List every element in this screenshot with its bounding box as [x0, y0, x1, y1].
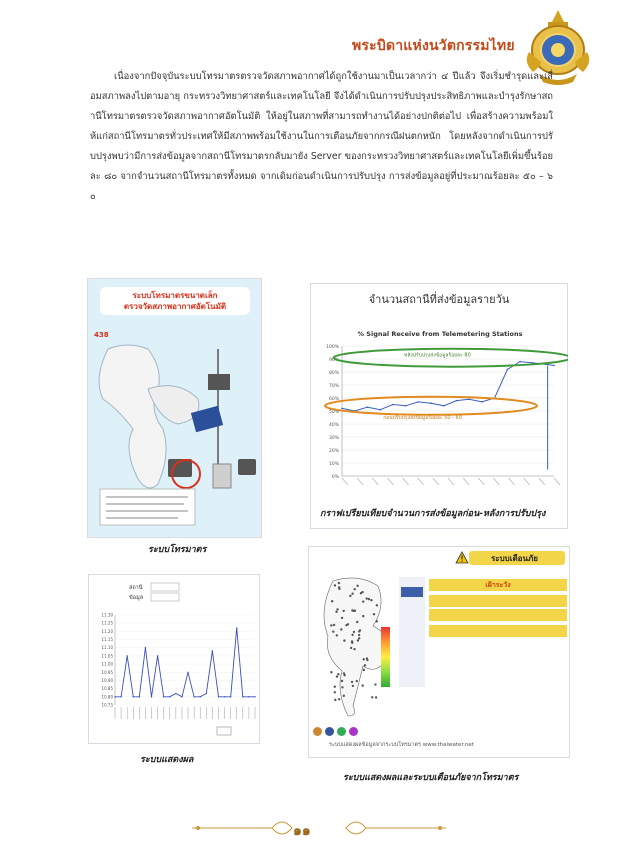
chart-x-tick	[509, 478, 515, 485]
station-dot	[351, 592, 353, 594]
graph-y-tick-label: 11.25	[101, 620, 113, 626]
station-dot	[341, 680, 343, 682]
graph-y-tick-label: 11.05	[101, 653, 113, 659]
station-dot	[358, 634, 360, 636]
station-dot	[356, 680, 358, 682]
station-dot	[356, 585, 358, 587]
chart-point	[418, 401, 420, 403]
graph-point	[151, 696, 152, 697]
graph-point	[206, 693, 207, 694]
chart-x-tick	[554, 478, 560, 485]
graph-point	[230, 696, 231, 697]
page-header-title: พระบิดาแห่งนวัตกรรมไทย	[352, 38, 515, 54]
graph-field1-label: สถานี	[129, 585, 143, 591]
station-dot	[376, 604, 378, 606]
station-dot	[343, 695, 345, 697]
graph-point	[242, 696, 243, 697]
warning-footer-text: ระบบแสดงผลข้อมูลจากระบบโทรมาตร www.thaiwater.net	[329, 742, 474, 748]
graph-point	[157, 655, 158, 656]
chart-y-tick-label: 100%	[326, 345, 339, 350]
graph-point	[139, 696, 140, 697]
warning-system-panel	[308, 546, 570, 758]
station-dot	[341, 617, 343, 619]
graph-point	[181, 696, 182, 697]
graph-field1-input[interactable]	[151, 583, 179, 591]
station-dot	[333, 624, 335, 626]
station-dot	[330, 671, 332, 673]
graph-y-tick-label: 11.10	[101, 645, 113, 651]
station-dot	[337, 673, 339, 675]
station-dot	[341, 686, 343, 688]
chart-point	[456, 400, 458, 402]
chart-panel-heading: จำนวนสถานีที่ส่งข้อมูลรายวัน	[368, 293, 510, 306]
chart-point	[430, 402, 432, 404]
station-dot	[345, 624, 347, 626]
chart-y-tick-label: 60%	[328, 397, 339, 402]
station-dot	[338, 582, 340, 584]
station-dot	[334, 584, 336, 586]
chart-point	[481, 401, 483, 403]
station-dot	[351, 640, 353, 642]
chart-x-tick	[372, 478, 378, 485]
station-count-badge: 438	[94, 331, 109, 339]
graph-point	[212, 650, 213, 651]
chart-x-tick	[493, 478, 499, 485]
station-dot	[343, 639, 345, 641]
station-dot	[365, 597, 367, 599]
station-dot	[351, 634, 353, 636]
warning-row-1	[429, 595, 567, 607]
graph-point	[254, 696, 255, 697]
thailand-map-illustration	[88, 279, 262, 538]
graph-point	[145, 647, 146, 648]
station-dot	[362, 600, 364, 602]
graph-point	[175, 693, 176, 694]
before-improvement-ellipse	[325, 397, 537, 415]
graph-submit-button[interactable]	[217, 727, 231, 735]
station-dot	[343, 672, 345, 674]
chart-y-tick-label: 50%	[328, 410, 339, 415]
chart-point	[553, 365, 555, 367]
chart-x-tick	[342, 478, 348, 485]
station-dot	[332, 630, 334, 632]
station-dot	[363, 669, 365, 671]
chart-x-tick	[387, 478, 393, 485]
graph-point	[169, 696, 170, 697]
station-dot	[351, 681, 353, 683]
station-dot	[370, 599, 372, 601]
chart-series-line	[342, 362, 554, 411]
warning-header-label: ระบบเตือนภัย	[491, 554, 538, 563]
station-dot	[334, 686, 336, 688]
chart-y-tick-label: 90%	[328, 358, 339, 363]
station-dot	[373, 613, 375, 615]
graph-point	[236, 627, 237, 628]
station-dot	[338, 698, 340, 700]
station-dot	[357, 639, 359, 641]
station-dot	[368, 598, 370, 600]
chart-x-tick	[539, 478, 545, 485]
graph-point	[193, 696, 194, 697]
station-dot	[336, 608, 338, 610]
chart-point	[507, 369, 509, 371]
chart-x-tick	[463, 478, 469, 485]
chart-point	[519, 361, 521, 363]
graph-y-tick-label: 10.85	[101, 686, 113, 692]
station-dot	[359, 629, 361, 631]
station-dot	[366, 657, 368, 659]
graph-point	[218, 696, 219, 697]
station-dot	[331, 600, 333, 602]
station-dot	[364, 664, 366, 666]
control-cabinet-icon	[213, 464, 231, 488]
graph-point	[114, 696, 115, 697]
chart-title: % Signal Receive from Telemetering Stations	[357, 330, 523, 338]
graph-point	[200, 696, 201, 697]
chart-y-tick-label: 0%	[331, 475, 339, 480]
signal-receive-chart	[312, 324, 568, 514]
display-system-panel	[88, 574, 260, 744]
station-list-selected	[401, 587, 423, 597]
graph-y-tick-label: 10.75	[101, 702, 113, 708]
chart-y-tick-label: 20%	[328, 449, 339, 454]
graph-panel-caption: ระบบแสดงผล	[140, 755, 194, 765]
chart-y-tick-label: 30%	[328, 436, 339, 441]
sensor-value-graph	[89, 575, 261, 745]
station-dot	[353, 631, 355, 633]
chart-point	[405, 405, 407, 407]
agency-logos	[313, 721, 403, 731]
chart-point	[341, 408, 343, 410]
chart-y-tick-label: 40%	[328, 423, 339, 428]
chart-point	[392, 404, 394, 406]
station-dot	[336, 675, 338, 677]
warning-row-2	[429, 609, 567, 621]
graph-point	[224, 696, 225, 697]
chart-x-tick	[418, 478, 424, 485]
graph-series-line	[115, 628, 255, 697]
chart-x-tick	[403, 478, 409, 485]
map-panel-caption: ระบบโทรมาตร	[148, 545, 207, 555]
warning-panel-caption: ระบบแสดงผลและระบบเตือนภัยจากโทรมาตร	[343, 773, 519, 783]
chart-x-tick	[448, 478, 454, 485]
chart-point	[443, 405, 445, 407]
warning-triangle-icon	[455, 551, 469, 564]
chart-panel-caption: กราฟเปรียบเทียบจำนวนการส่งข้อมูลก่อน-หลังการปรับปรุง	[320, 509, 546, 519]
graph-point	[133, 696, 134, 697]
page-number: ๑๑	[293, 823, 311, 839]
warning-row-3	[429, 625, 567, 637]
station-dot	[354, 588, 356, 590]
chart-y-tick-label: 10%	[328, 462, 339, 467]
graph-point	[126, 655, 127, 656]
chart-y-tick-label: 70%	[328, 384, 339, 389]
station-dot	[356, 621, 358, 623]
graph-point	[163, 696, 164, 697]
station-dot	[350, 647, 352, 649]
station-dot	[352, 685, 354, 687]
graph-y-tick-label: 10.80	[101, 694, 113, 700]
station-dot	[362, 658, 364, 660]
graph-point	[248, 696, 249, 697]
chart-x-tick	[524, 478, 530, 485]
graph-field2-input[interactable]	[151, 593, 179, 601]
station-dot	[349, 595, 351, 597]
chart-point	[379, 409, 381, 411]
chart-x-tick	[357, 478, 363, 485]
map-title-line2: ตรวจวัดสภาพอากาศอัตโนมัติ	[123, 302, 227, 311]
graph-y-tick-label: 11.20	[101, 628, 113, 634]
station-dot	[330, 624, 332, 626]
graph-field2-label: ข้อมูล	[129, 595, 144, 601]
annotation-before: ก่อนปรับปรุงส่งข้อมูลร้อยละ 50 - 60	[383, 414, 462, 421]
station-dot	[338, 586, 340, 588]
station-dot	[371, 696, 373, 698]
map-title-line1: ระบบโทรมาตรขนาดเล็ก	[132, 291, 218, 300]
station-dot	[352, 610, 354, 612]
station-dot	[334, 699, 336, 701]
graph-y-tick-label: 10.90	[101, 677, 113, 683]
graph-y-tick-label: 11.15	[101, 637, 113, 643]
graph-point	[120, 696, 121, 697]
chart-x-tick	[478, 478, 484, 485]
chart-x-tick	[433, 478, 439, 485]
station-dot	[362, 615, 364, 617]
station-dot	[334, 691, 336, 693]
station-dot	[375, 696, 377, 698]
chart-y-tick-label: 80%	[328, 371, 339, 376]
station-dot	[361, 684, 363, 686]
sensor-box-icon	[208, 374, 230, 390]
graph-y-tick-label: 11.30	[101, 612, 113, 618]
annotation-after: หลังปรับปรุงส่งข้อมูลร้อยละ 80	[404, 352, 471, 359]
station-dot	[336, 634, 338, 636]
graph-point	[187, 672, 188, 673]
station-dot	[353, 648, 355, 650]
graph-y-tick-label: 10.95	[101, 669, 113, 675]
station-dot	[374, 683, 376, 685]
station-dot	[340, 628, 342, 630]
station-dot	[335, 611, 337, 613]
telemetry-map-panel	[87, 278, 262, 538]
chart-point	[367, 406, 369, 408]
station-dot	[342, 610, 344, 612]
station-dot	[358, 637, 360, 639]
body-paragraph: เนื่องจากปัจจุบันระบบโทรมาตรตรวจวัดสภาพอากาศได้ถูกใช้งานมาเป็นเวลากว่า ๔ ปีแล้ว จึงเริ่มชำรุดและเสื่อมสภาพลงไปตามอายุ กระทรวงวิทยาศาสตร์และเทคโนโลยี จึงได้ดำเนินการปรับปรุงประสิทธิภาพและบำรุงรักษาสถานีโทรมาตรตรวจวัดสภาพอากาศอัตโนมัติ ให้อยู่ในสภาพที่สามารถทำงานได้อย่างปกติต่อไป เพื่อสร้างความพร้อมให้แก่สถานีโทรมาตรทั่วประเทศให้มีสภาพพร้อมใช้งานในการเตือนภัยจากกรณีฝนตกหนัก โดยหลังจากดำเนินการปรับปรุงพบว่ามีการส่งข้อมูลจากสถานีโทรมาตรกลับมายัง Server ของกระทรวงวิทยาศาสตร์และเทคโนโลยีเพิ่มขึ้นร้อยละ ๘๐ จากจำนวนสถานีโทรมาตรทั้งหมด จากเดิมก่อนดำเนินการปรับปรุง การส่งข้อมูลอยู่ที่ประมาณร้อยละ ๕๐ – ๖๐	[90, 71, 553, 202]
rain-legend-scale	[381, 627, 390, 687]
footer-ornament	[192, 816, 446, 840]
status-badge: เฝ้าระวัง	[429, 579, 567, 591]
graph-y-tick-label: 11.00	[101, 661, 113, 667]
daily-stations-chart-panel	[310, 283, 568, 529]
chart-point	[468, 399, 470, 401]
station-dot	[376, 620, 378, 622]
station-dot	[360, 592, 362, 594]
